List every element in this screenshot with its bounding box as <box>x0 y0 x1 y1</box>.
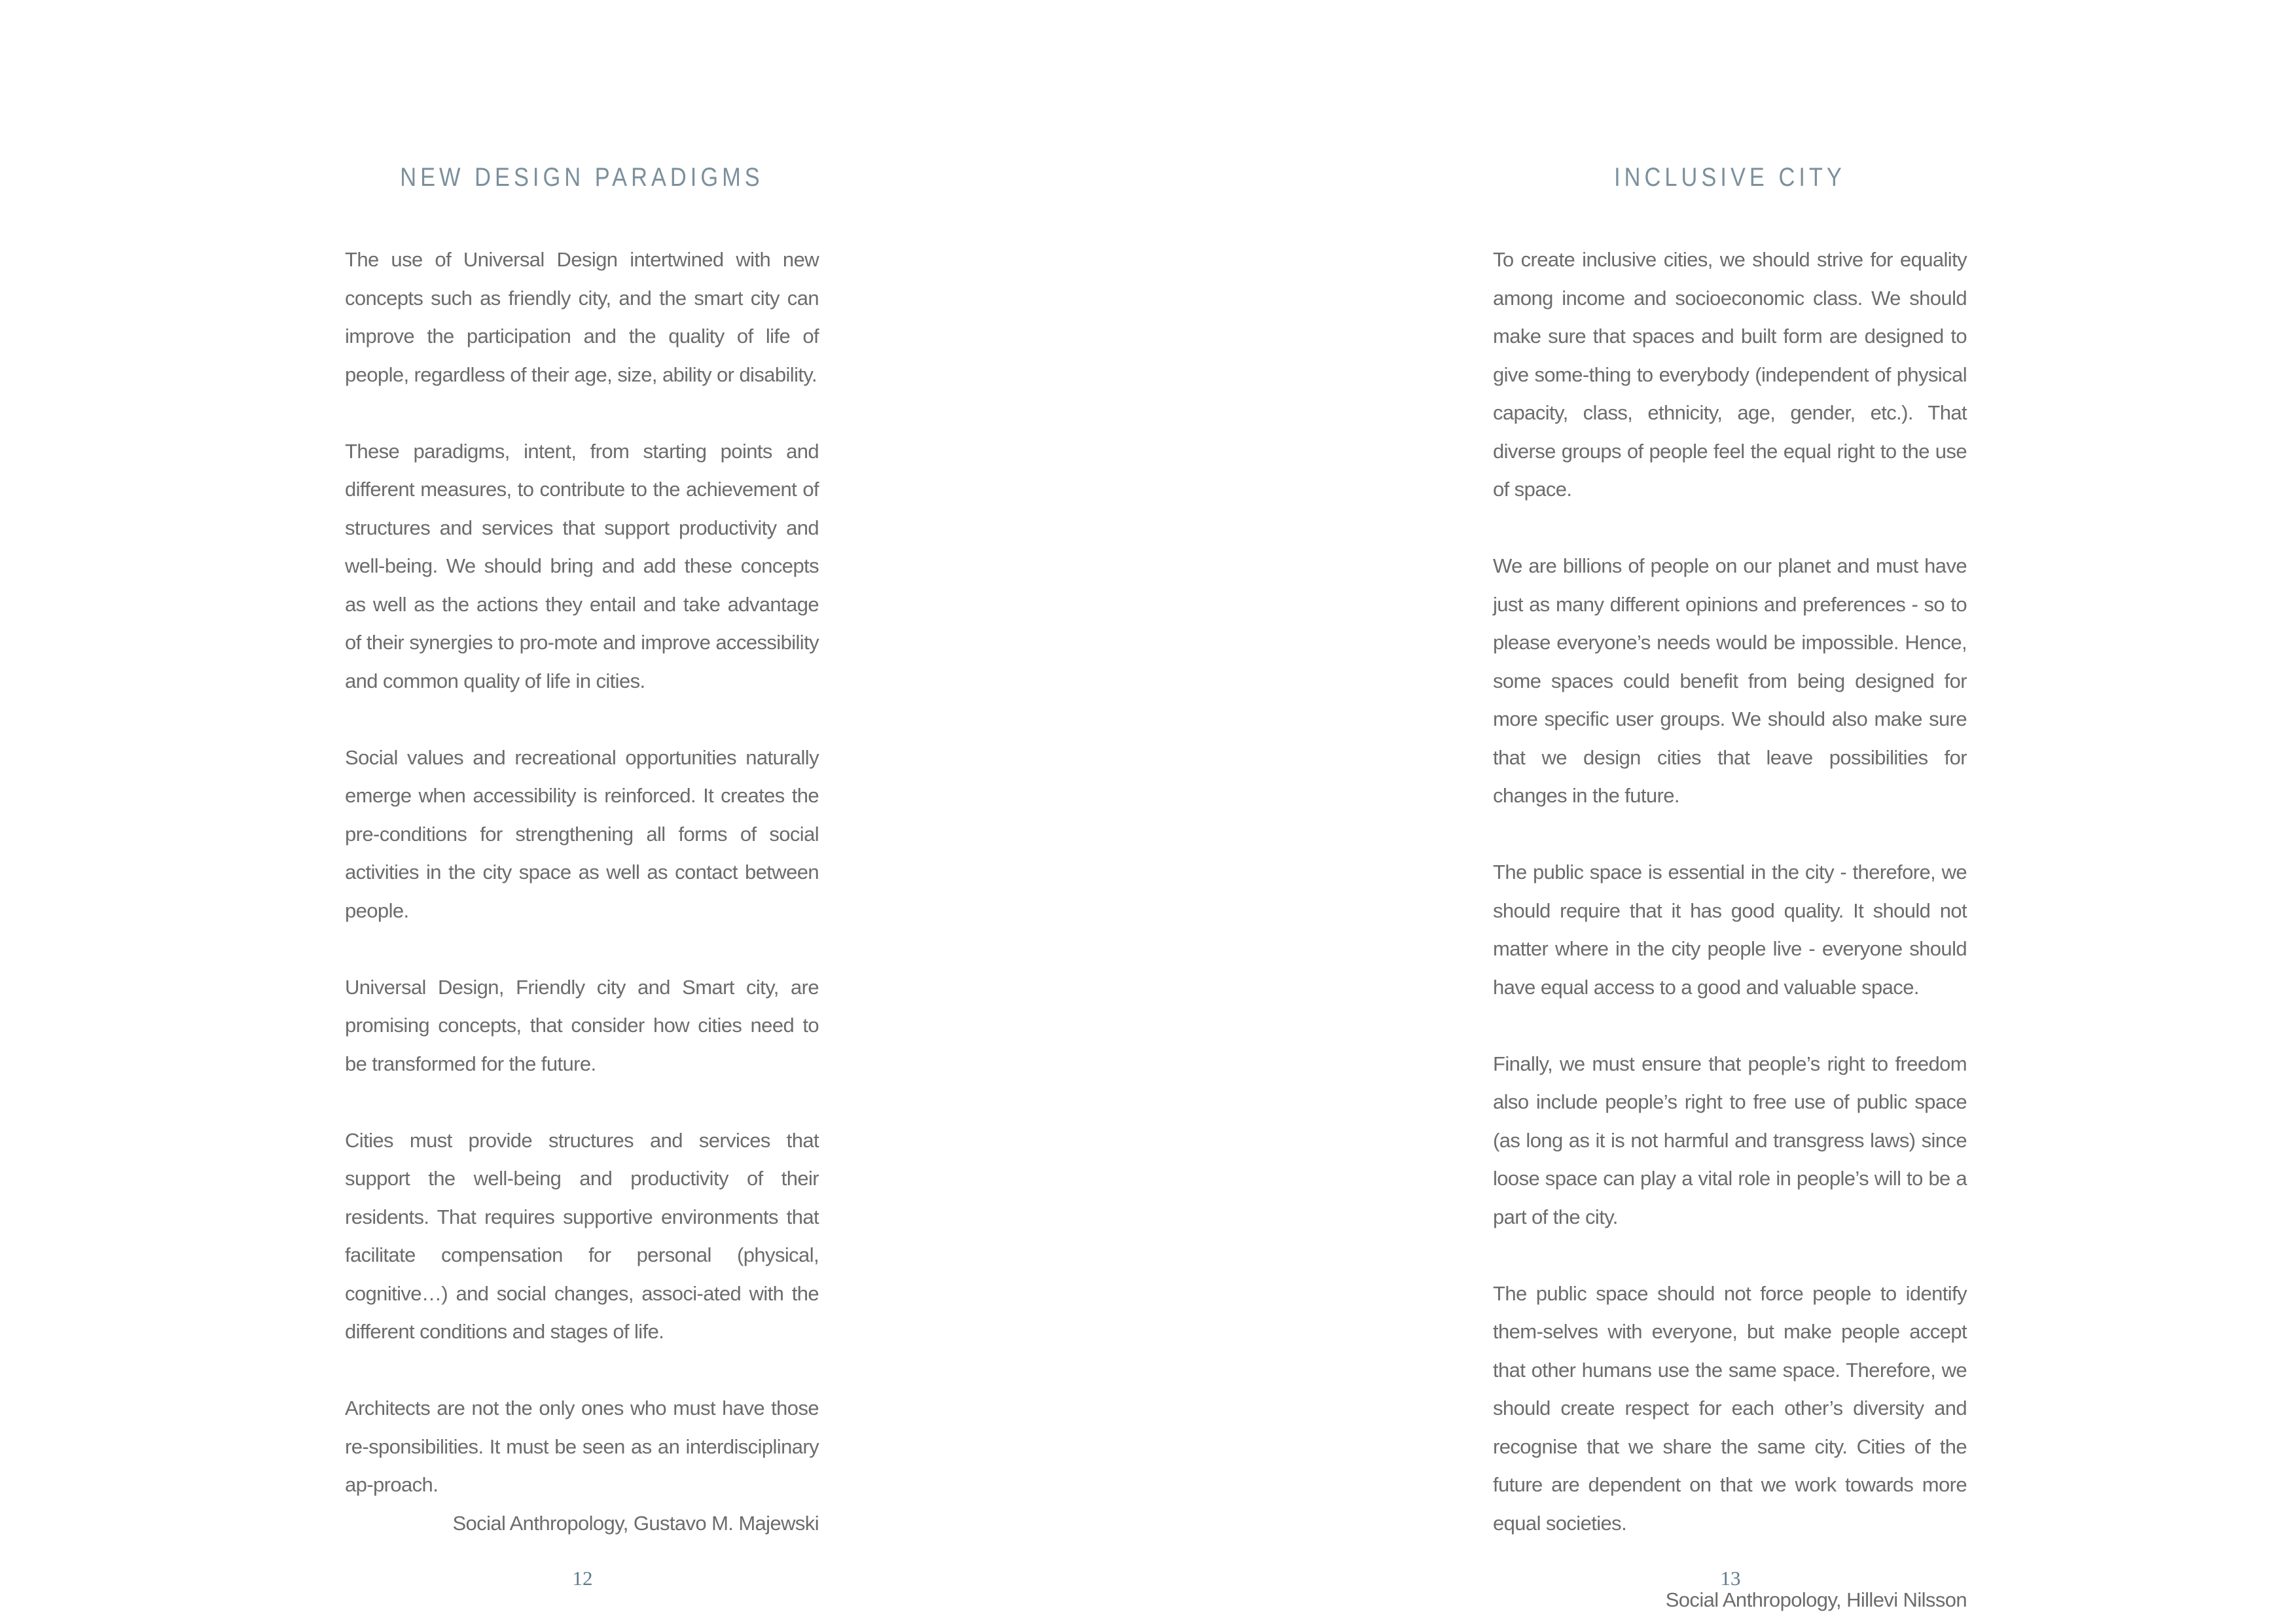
right-page-number: 13 <box>1720 1567 1741 1590</box>
left-paragraph-2: These paradigms, intent, from starting points and different measures, to contribute to the achievement of structures and services that support productivity and well-being. We should bring and add these concepts as well as the actions they entail and take advantage of their synergies to pro-mote and improve accessibility and common quality of life in cities. <box>345 439 819 692</box>
right-paragraph-4: Finally, we must ensure that people’s right to freedom also include people’s right to free use of public space (as long as it is not harmful and transgress laws) since loose space can play a vital role in people’s will to be a part of the city. <box>1493 1052 1967 1228</box>
left-page-credit: Social Anthropology, Gustavo M. Majewski <box>452 1511 819 1535</box>
left-paragraph-3: Social values and recreational opportunities naturally emerge when accessibility is reinforced. It creates the pre-conditions for strengthening all forms of social activities in the city space as well as contact between people. <box>345 745 819 922</box>
right-page-credit: Social Anthropology, Hillevi Nilsson <box>1665 1588 1967 1611</box>
left-paragraph-1: The use of Universal Design intertwined with new concepts such as friendly city, and the smart city can improve the participation and the quality of life of people, regardless of their age, size, ability or disability. <box>345 248 819 386</box>
left-paragraph-5: Cities must provide structures and services that support the well-being and productivity of their residents. That requires supportive environments that facilitate compensation for personal (physical, cognitive…) and social changes, associ-ated with the different conditions and stages of life. <box>345 1128 819 1343</box>
left-page-heading: NEW DESIGN PARADIGMS <box>400 163 764 192</box>
right-paragraph-3: The public space is essential in the city - therefore, we should require that it has good quality. It should not matter where in the city people live - everyone should have equal access to a good and valuable space. <box>1493 861 1967 999</box>
left-paragraph-4: Universal Design, Friendly city and Smart city, are promising concepts, that consider how cities need to be transformed for the future. <box>345 975 819 1075</box>
right-page-body <box>1493 241 1967 1619</box>
right-page-heading: INCLUSIVE CITY <box>1614 163 1846 192</box>
right-page <box>1148 0 2296 1623</box>
right-paragraph-2: We are billions of people on our planet and must have just as many different opinions and preferences - so to please everyone’s needs would be impossible. Hence, some spaces could benefit from being designed for more specific user groups. We should also make sure that we design cities that leave possibilities for changes in the future. <box>1493 554 1967 807</box>
left-text-column <box>345 160 819 1535</box>
left-page-number: 12 <box>572 1567 593 1590</box>
left-page-body <box>345 241 819 1543</box>
left-paragraph-6: Architects are not the only ones who must have those re-sponsibilities. It must be seen as an interdisciplinary ap-proach. <box>345 1397 819 1496</box>
right-paragraph-5: The public space should not force people to identify them-selves with everyone, but make people accept that other humans use the same space. Therefore, we should create respect for each other’s diversity and recognise that we share the same city. Cities of the future are dependent on that we work towards more equal societies. <box>1493 1281 1967 1535</box>
right-paragraph-1: To create inclusive cities, we should strive for equality among income and socioeconomic class. We should make sure that spaces and built form are designed to give some-thing to everybody (independent of physical capacity, class, ethnicity, age, gender, etc.). That diverse groups of people feel the equal right to the use of space. <box>1493 248 1967 501</box>
